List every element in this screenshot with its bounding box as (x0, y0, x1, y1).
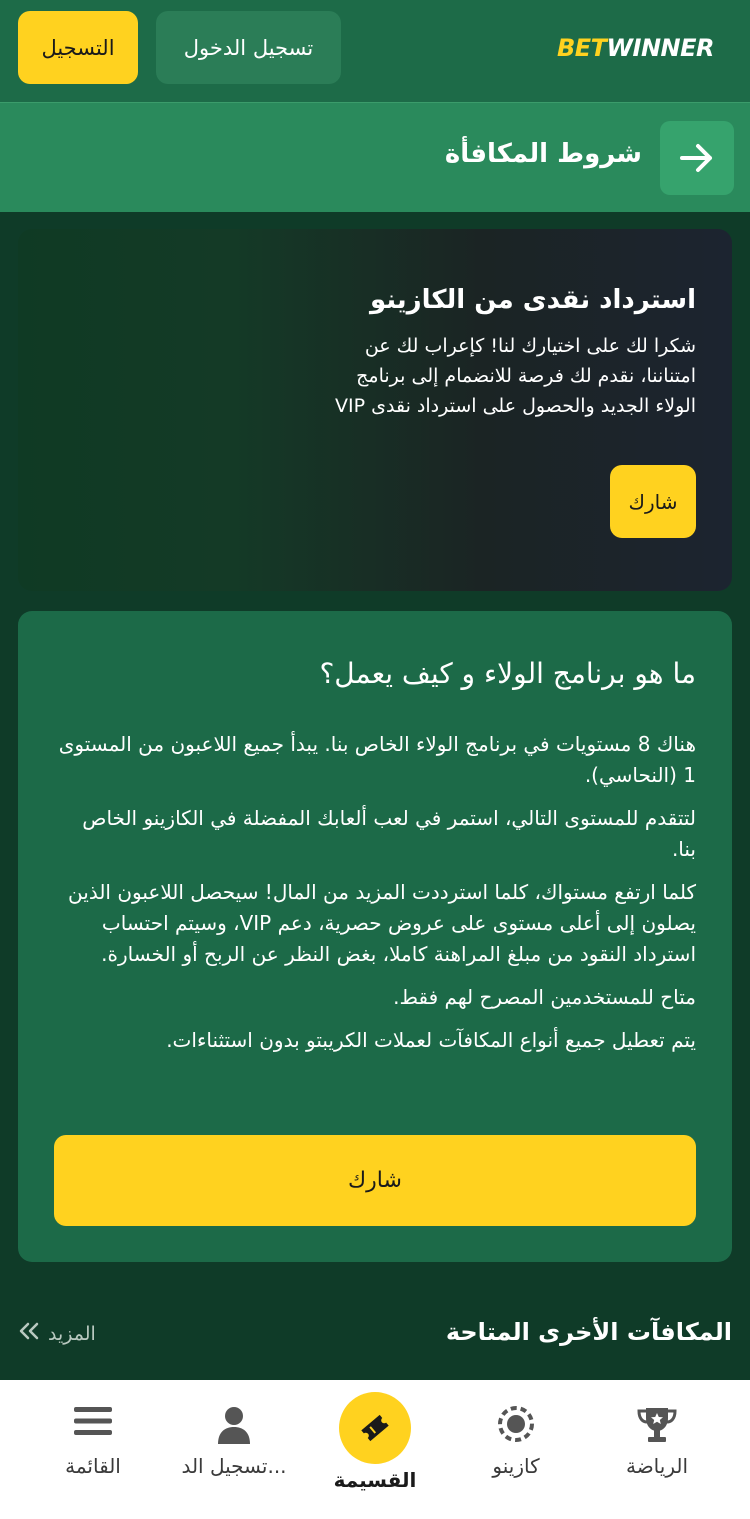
betwinner-logo[interactable] (557, 34, 714, 62)
loyalty-paragraph: هناك 8 مستويات في برنامج الولاء الخاص بنا. يبدأ جميع اللاعبون من المستوى 1 (النحاسي). (58, 732, 696, 787)
nav-item-login[interactable] (159, 1380, 309, 1519)
loyalty-program-card (18, 611, 732, 1262)
register-button[interactable]: التسجيل (18, 11, 138, 84)
logo-winner-text: WINNER (606, 34, 714, 62)
arrow-right-icon[interactable] (660, 121, 734, 195)
bonus-terms-bar[interactable] (0, 102, 750, 212)
bottom-navigation (0, 1380, 750, 1519)
loyalty-program-body (56, 729, 696, 1068)
loyalty-paragraph: يتم تعطيل جميع أنواع المكافآت لعملات الكريبتو بدون استثناءات. (166, 1028, 696, 1052)
nav-item-casino[interactable] (441, 1380, 591, 1519)
trophy-icon (637, 1406, 677, 1448)
nav-label-login: تسجيل الد... (181, 1454, 287, 1478)
nav-item-betslip[interactable] (300, 1380, 450, 1519)
loyalty-paragraph: لتتقدم للمستوى التالي، استمر في لعب ألعابك المفضلة في الكازينو الخاص بنا. (82, 806, 696, 861)
nav-item-sports[interactable] (582, 1380, 732, 1519)
ticket-icon (339, 1392, 411, 1464)
nav-label-betslip: القسيمة (333, 1468, 417, 1492)
login-button[interactable]: تسجيل الدخول (156, 11, 341, 84)
nav-label-casino: كازينو (492, 1454, 540, 1478)
loyalty-program-title: ما هو برنامج الولاء و كيف يعمل؟ (319, 657, 696, 690)
banner-share-button[interactable]: شارك (610, 465, 696, 538)
nav-item-menu[interactable] (18, 1380, 168, 1519)
banner-description: شكرا لك على اختيارك لنا! كإعراب لك عن امتناننا، نقدم لك فرصة للانضمام إلى برنامج الولاء الجديد والحصول على استرداد نقدى VIP (335, 335, 696, 417)
user-icon (217, 1406, 251, 1448)
casino-chip-icon (498, 1406, 534, 1446)
logo-bet-text: BET (556, 34, 607, 62)
banner-title: استرداد نقدى من الكازينو (369, 285, 696, 315)
double-chevron-left-icon (18, 1322, 40, 1345)
other-bonuses-title: المكافآت الأخرى المتاحة (445, 1318, 732, 1346)
casino-cashback-banner (18, 229, 732, 591)
top-header (0, 0, 750, 102)
nav-label-sports: الرياضة (625, 1454, 689, 1478)
bonus-terms-title: شروط المكافأة (444, 139, 642, 169)
loyalty-paragraph: متاح للمستخدمين المصرح لهم فقط. (393, 985, 696, 1009)
loyalty-paragraph: كلما ارتفع مستواك، كلما استرددت المزيد من المال! سيحصل اللاعبون الذين يصلون إلى أعلى مستوى على عروض حصرية، دعم VIP، وسيتم احتساب استرداد النقود من مبلغ المراهنة كاملا، بغض النظر عن الربح أو الخسارة. (68, 880, 696, 966)
more-link-label: المزيد (48, 1322, 96, 1345)
loyalty-share-button[interactable]: شارك (54, 1135, 696, 1226)
menu-icon (74, 1406, 112, 1440)
more-link[interactable] (18, 1322, 96, 1345)
nav-label-menu: القائمة (65, 1454, 121, 1478)
